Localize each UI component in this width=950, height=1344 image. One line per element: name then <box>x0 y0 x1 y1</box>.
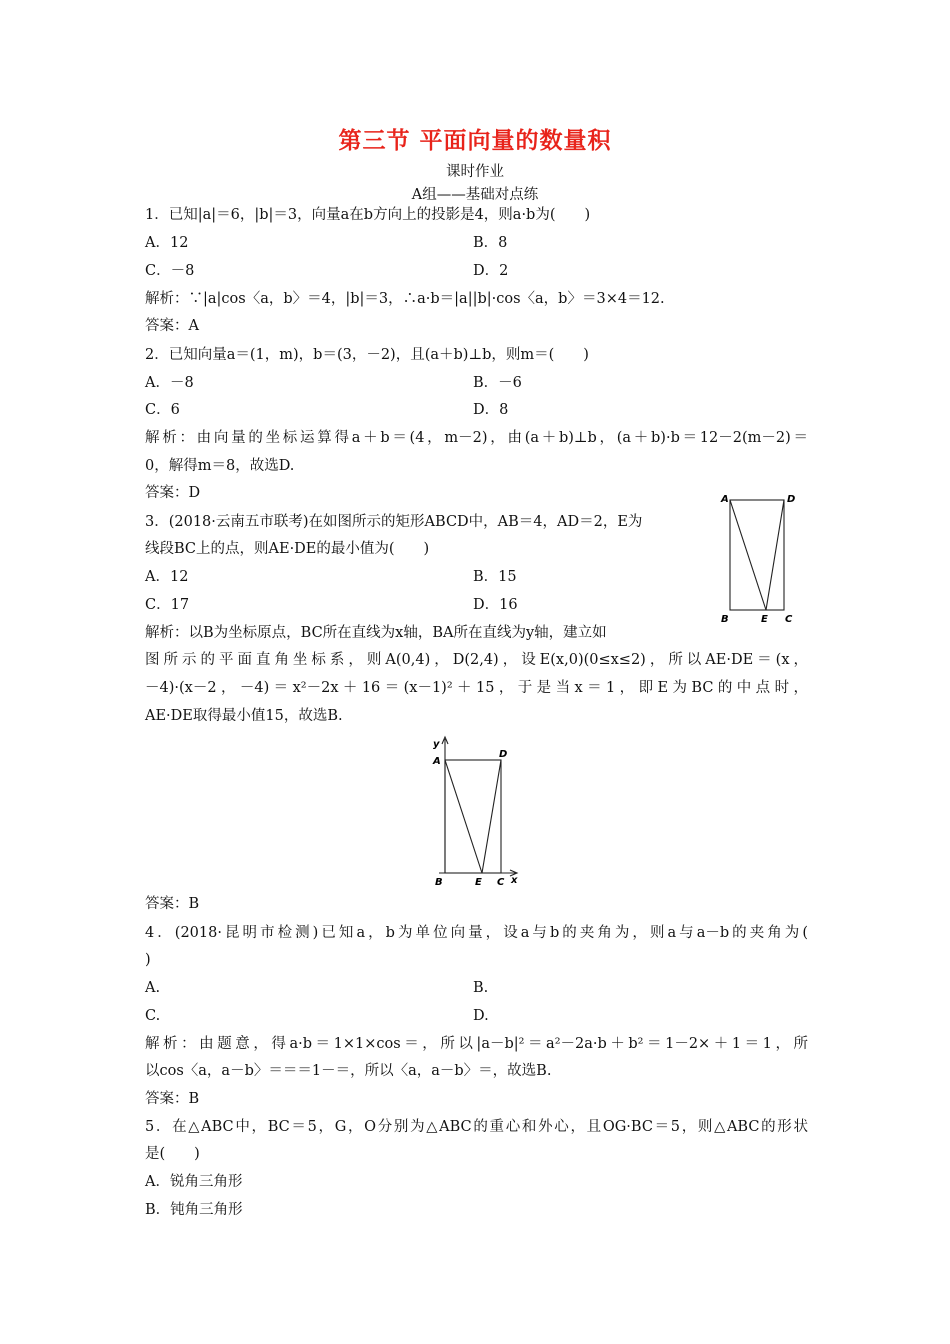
q2-analysis-line1: 解析：由向量的坐标运算得a＋b＝(4，m－2)，由(a＋b)⊥b，(a＋b)·b＝12－2(m－2)＝ <box>145 430 808 446</box>
q5-stem-line2: 是( ) <box>145 1146 200 1162</box>
fig1-label-d: D <box>787 494 796 505</box>
segment-ae <box>730 500 766 610</box>
fig1-label-c: C <box>785 614 793 625</box>
q4-analysis-line2: 以cos〈a，a－b〉＝＝＝1－＝，所以〈a，a－b〉＝，故选B. <box>145 1063 552 1079</box>
q5-option-b: B．钝角三角形 <box>145 1202 243 1218</box>
q4-option-b: B. <box>473 980 489 996</box>
page-title: 第三节 平面向量的数量积 <box>338 127 612 154</box>
fig2-label-x: x <box>511 875 518 886</box>
segment-ae-coord <box>445 760 482 873</box>
q2-stem: 2．已知向量a＝(1，m)，b＝(3，－2)，且(a＋b)⊥b，则m＝( ) <box>145 347 589 363</box>
q4-answer: 答案：B <box>145 1091 200 1107</box>
q2-analysis-line2: 0，解得m＝8，故选D. <box>145 458 295 474</box>
coordinate-figure <box>425 733 525 888</box>
rectangle-figure <box>715 490 810 628</box>
fig2-label-d: D <box>499 749 508 760</box>
fig2-label-b: B <box>435 877 443 888</box>
q2-option-b: B．－6 <box>473 375 522 391</box>
q4-stem-line2: ) <box>145 952 151 968</box>
q2-option-c: C．6 <box>145 402 180 418</box>
q1-option-b: B．8 <box>473 235 508 251</box>
fig2-label-c: C <box>497 877 505 888</box>
segment-de-coord <box>482 760 501 873</box>
q2-answer: 答案：D <box>145 485 201 501</box>
fig1-label-a: A <box>721 494 729 505</box>
page-subtitle: 课时作业 <box>446 164 504 180</box>
q3-analysis-line1: 解析：以B为坐标原点，BC所在直线为x轴，BA所在直线为y轴，建立如 <box>145 625 607 641</box>
q3-stem-line1: 3．(2018·云南五市联考)在如图所示的矩形ABCD中，AB＝4，AD＝2，E为 <box>145 514 643 530</box>
q3-option-a: A．12 <box>145 569 189 585</box>
q4-option-d: D. <box>473 1008 489 1024</box>
group-heading: A组——基础对点练 <box>411 187 539 203</box>
q2-option-d: D．8 <box>473 402 509 418</box>
q1-option-c: C．－8 <box>145 263 195 279</box>
q4-stem-line1: 4．(2018·昆明市检测)已知a，b为单位向量，设a与b的夹角为，则a与a－b的夹角为( <box>145 925 808 941</box>
q1-analysis: 解析：∵|a|cos〈a，b〉＝4，|b|＝3，∴a·b＝|a||b|·cos〈a，b〉＝3×4＝12. <box>145 291 665 307</box>
q4-option-c: C. <box>145 1008 161 1024</box>
q3-analysis-line2: 图所示的平面直角坐标系，则A(0,4)，D(2,4)，设E(x,0)(0≤x≤2)，所以AE·DE＝(x， <box>145 652 808 668</box>
q4-option-a: A. <box>145 980 161 996</box>
segment-de <box>766 500 784 610</box>
q3-analysis-line4: AE·DE取得最小值15，故选B. <box>145 708 343 724</box>
q4-analysis-line1: 解析：由题意，得a·b＝1×1×cos＝，所以|a－b|²＝a²－2a·b＋b²＝1－2×＋1＝1，所 <box>145 1036 808 1052</box>
rect-abcd <box>730 500 784 610</box>
fig1-label-b: B <box>721 614 729 625</box>
q3-answer: 答案：B <box>145 896 200 912</box>
rect-abcd-coord <box>445 760 501 873</box>
fig2-label-y: y <box>433 739 440 750</box>
q1-option-d: D．2 <box>473 263 509 279</box>
q5-stem-line1: 5．在△ABC中，BC＝5，G，O分别为△ABC的重心和外心，且OG·BC＝5，则△ABC的形状 <box>145 1119 808 1135</box>
q3-option-c: C．17 <box>145 597 190 613</box>
fig1-label-e: E <box>761 614 768 625</box>
q3-analysis-line3: －4)·(x－2，－4)＝x²－2x＋16＝(x－1)²＋15，于是当x＝1，即E为BC的中点时， <box>145 680 808 696</box>
fig2-label-a: A <box>433 756 441 767</box>
q3-option-b: B．15 <box>473 569 517 585</box>
q1-answer: 答案：A <box>145 318 199 334</box>
q2-option-a: A．－8 <box>145 375 194 391</box>
q5-option-a: A．锐角三角形 <box>145 1174 243 1190</box>
q3-option-d: D．16 <box>473 597 518 613</box>
q1-option-a: A．12 <box>145 235 189 251</box>
q3-stem-line2: 线段BC上的点，则AE·DE的最小值为( ) <box>145 541 430 557</box>
fig2-label-e: E <box>475 877 482 888</box>
q1-stem: 1．已知|a|＝6，|b|＝3，向量a在b方向上的投影是4，则a·b为( ) <box>145 207 591 223</box>
